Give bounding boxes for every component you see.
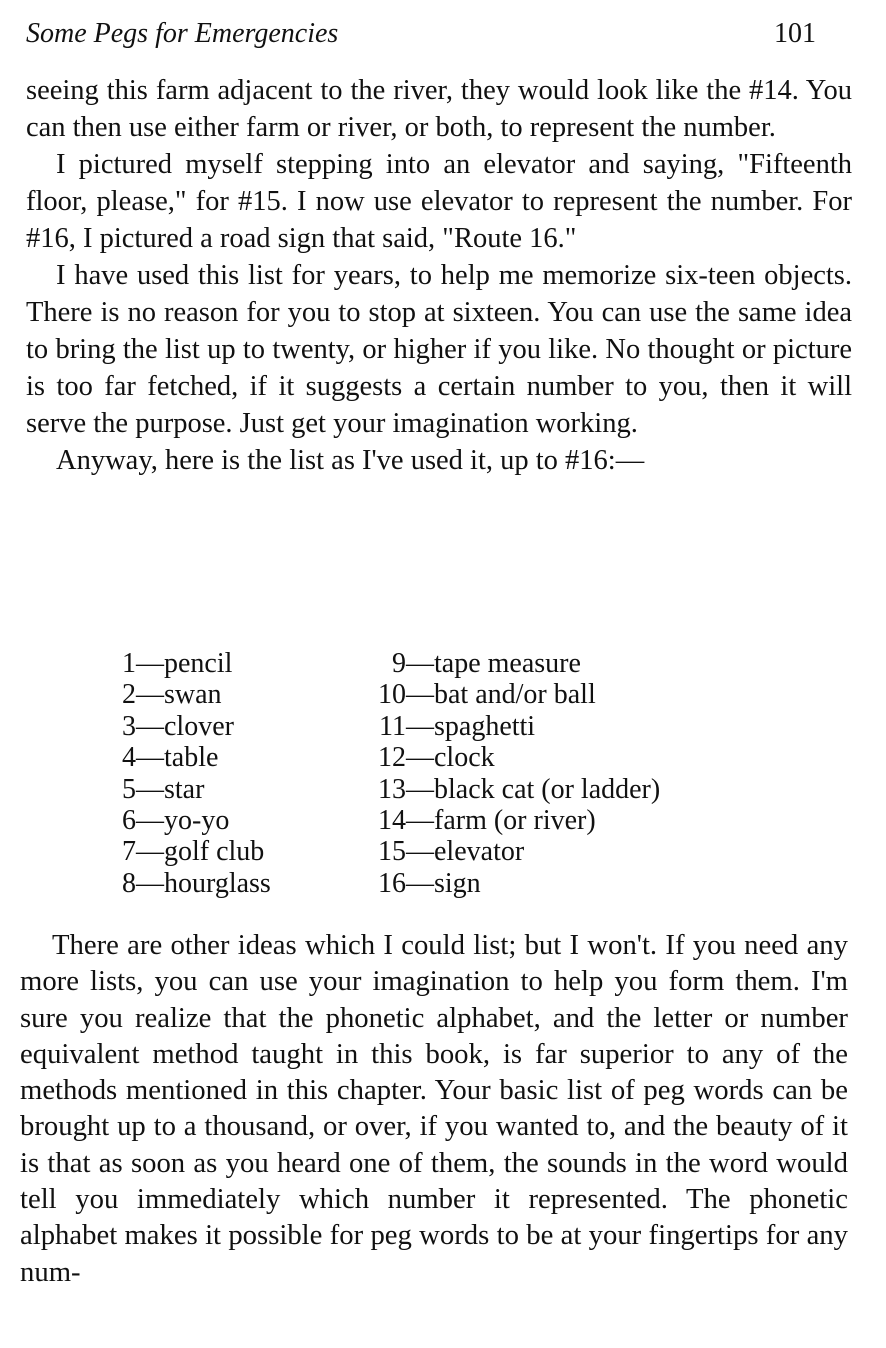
peg-dash: — — [136, 679, 164, 711]
peg-item — [116, 836, 271, 867]
peg-dash: — — [406, 867, 434, 899]
paragraph: I pictured myself stepping into an elevator and saying, "Fifteenth floor, please," for #15. I now use elevator to represent the number. For #16, I pictured a road sign that said, "Route 16." — [26, 149, 852, 254]
peg-number: 10 — [378, 679, 406, 711]
paragraph: I have used this list for years, to help me memorize six-teen objects. There is no reason for you to stop at sixteen. You can use the same idea to bring the list up to twenty, or higher if you like. No thought or picture is too far fetched, if it suggests a certain number to you, then it will serve the purpose. Just get your imagination working. — [26, 260, 852, 439]
peg-number: 12 — [378, 742, 406, 774]
peg-word: spaghetti — [434, 710, 536, 742]
peg-dash: — — [136, 836, 164, 868]
peg-word: clock — [434, 742, 495, 774]
peg-word: golf club — [164, 836, 265, 868]
peg-number: 1 — [122, 648, 136, 679]
peg-number: 13 — [378, 773, 406, 805]
peg-item — [116, 868, 271, 899]
peg-item — [362, 774, 660, 805]
peg-number: 8 — [122, 867, 136, 899]
peg-item — [362, 836, 660, 867]
peg-number: 16 — [378, 867, 406, 899]
peg-word: yo-yo — [164, 804, 230, 836]
peg-list-left-column — [116, 648, 271, 899]
peg-number: 9 — [392, 648, 406, 679]
paragraph-list-intro: Anyway, here is the list as I've used it, up to #16:— — [56, 445, 645, 476]
peg-item — [116, 711, 271, 742]
upper-text-block — [26, 72, 852, 479]
peg-item — [362, 679, 660, 710]
peg-dash: — — [406, 773, 434, 805]
peg-dash: — — [136, 742, 164, 774]
peg-dash: — — [136, 804, 164, 836]
peg-number: 5 — [122, 773, 136, 805]
peg-item — [362, 805, 660, 836]
peg-item — [362, 711, 660, 742]
peg-item — [362, 742, 660, 773]
running-title: Some Pegs for Emergencies — [26, 18, 339, 49]
peg-number: 2 — [122, 679, 136, 711]
peg-word: clover — [164, 710, 234, 742]
peg-item — [362, 868, 660, 899]
peg-item — [116, 742, 271, 773]
peg-item — [362, 648, 660, 679]
peg-number: 11 — [379, 710, 406, 742]
peg-word: swan — [164, 679, 222, 711]
peg-item — [116, 648, 271, 679]
peg-dash: — — [406, 804, 434, 836]
peg-number: 3 — [122, 710, 136, 742]
peg-number: 6 — [122, 804, 136, 836]
peg-number: 14 — [378, 804, 406, 836]
peg-dash: — — [136, 710, 164, 742]
peg-word: star — [164, 773, 205, 805]
peg-list-right-column — [362, 648, 660, 899]
peg-word: tape measure — [434, 648, 581, 679]
page-header — [26, 14, 826, 54]
peg-word: farm (or river) — [434, 804, 596, 836]
peg-dash: — — [136, 867, 164, 899]
peg-word: hourglass — [164, 867, 271, 899]
peg-dash: — — [136, 648, 164, 679]
peg-dash: — — [136, 773, 164, 805]
peg-item — [116, 774, 271, 805]
peg-word: bat and/or ball — [434, 679, 596, 711]
peg-word: sign — [434, 867, 481, 899]
peg-number: 7 — [122, 836, 136, 868]
peg-dash: — — [406, 742, 434, 774]
paragraph: There are other ideas which I could list; but I won't. If you need any more lists, you can use your imagination to help you form them. I'm sure you realize that the phonetic alphabet, and the letter or number equivalent method taught in this book, is far superior to any of the methods mentioned in this chapter. Your basic list of peg words can be brought up to a thousand, or over, if you wanted to, and the beauty of it is that as soon as you heard one of them, the sounds in the word would tell you immediately which number it represented. The phonetic alphabet makes it possible for peg words to be at your fingertips for any num- — [20, 929, 848, 1288]
peg-number: 4 — [122, 742, 136, 774]
peg-number: 15 — [378, 836, 406, 868]
peg-word: pencil — [164, 648, 233, 679]
peg-dash: — — [406, 836, 434, 868]
peg-word: table — [164, 742, 219, 774]
peg-item — [116, 805, 271, 836]
page-number: 101 — [774, 18, 816, 49]
lower-text-block — [20, 927, 848, 1290]
peg-dash: — — [406, 648, 434, 679]
peg-item — [116, 679, 271, 710]
peg-word: black cat (or ladder) — [434, 773, 661, 805]
peg-dash: — — [406, 710, 434, 742]
peg-word: elevator — [434, 836, 525, 868]
paragraph: seeing this farm adjacent to the river, they would look like the #14. You can then use either farm or river, or both, to represent the number. — [26, 75, 852, 143]
peg-dash: — — [406, 679, 434, 711]
